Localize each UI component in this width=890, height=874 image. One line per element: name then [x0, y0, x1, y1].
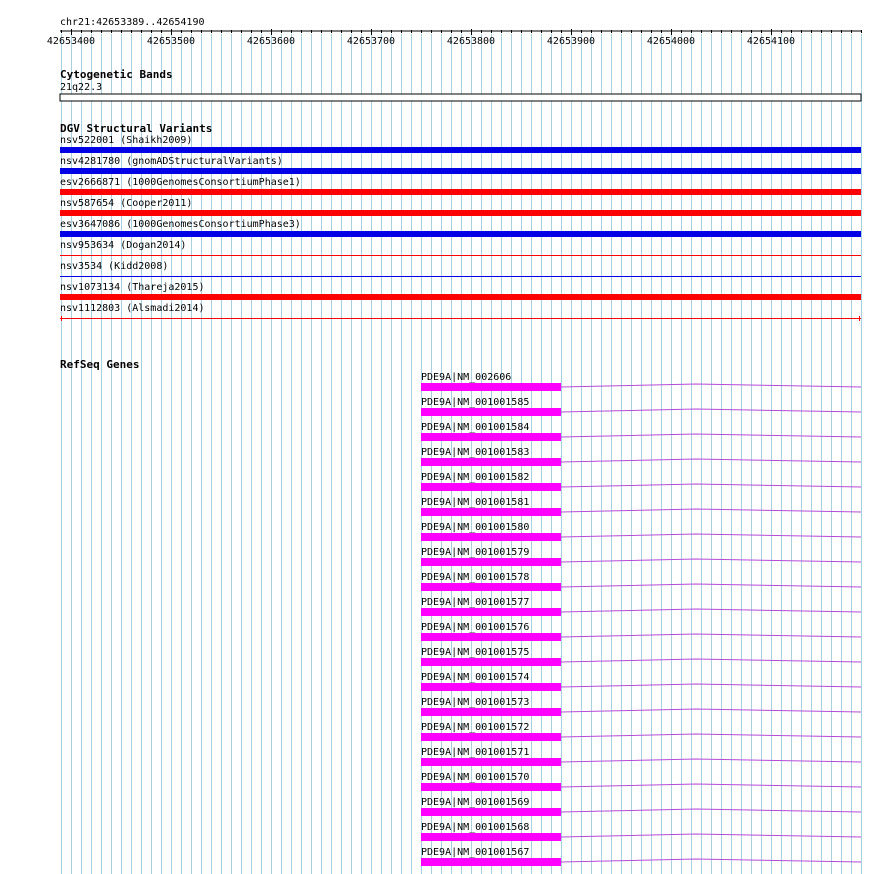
- dgv-track-title: DGV Structural Variants: [60, 122, 213, 135]
- gene-exon[interactable]: [421, 808, 561, 816]
- ruler-ticks: [47, 29, 862, 47]
- gene-label[interactable]: PDE9A|NM_001001585: [421, 397, 530, 408]
- gene-label[interactable]: PDE9A|NM_001001572: [421, 722, 530, 733]
- dgv-structural-variants-track: [60, 122, 861, 321]
- dgv-variant-row[interactable]: [60, 240, 861, 256]
- position-ruler[interactable]: [47, 17, 862, 47]
- gene-label[interactable]: PDE9A|NM_001001574: [421, 672, 530, 683]
- gene-exon[interactable]: [421, 483, 561, 491]
- gene-label[interactable]: PDE9A|NM_001001575: [421, 647, 530, 658]
- dgv-variant-bar[interactable]: [60, 168, 861, 174]
- dgv-variant-label[interactable]: nsv522001 (Shaikh2009): [60, 135, 193, 146]
- dgv-variant-label[interactable]: nsv4281780 (gnomADStructuralVariants): [60, 156, 283, 167]
- gene-label[interactable]: PDE9A|NM_001001573: [421, 697, 530, 708]
- dgv-variant-row[interactable]: [60, 135, 861, 153]
- dgv-variant-label[interactable]: esv3647086 (1000GenomesConsortiumPhase3): [60, 219, 301, 230]
- gene-exon[interactable]: [421, 733, 561, 741]
- gene-label[interactable]: PDE9A|NM_002606: [421, 372, 512, 383]
- dgv-variant-label[interactable]: nsv1073134 (Thareja2015): [60, 282, 205, 293]
- dgv-variant-row[interactable]: [60, 156, 861, 174]
- dgv-variant-row[interactable]: [60, 219, 861, 237]
- gene-exon[interactable]: [421, 583, 561, 591]
- dgv-variant-bar[interactable]: [60, 294, 861, 300]
- gene-exon[interactable]: [421, 608, 561, 616]
- cytogenetic-bands-track: [60, 68, 861, 101]
- ruler-tick-label: 42653700: [346, 36, 396, 47]
- gene-label[interactable]: PDE9A|NM_001001569: [421, 797, 530, 808]
- gene-exon[interactable]: [421, 458, 561, 466]
- ruler-tick-label: 42654000: [646, 36, 696, 47]
- gene-exon[interactable]: [421, 783, 561, 791]
- refseq-track-title: RefSeq Genes: [60, 358, 140, 371]
- cytoband-bar[interactable]: [60, 94, 861, 101]
- gene-label[interactable]: PDE9A|NM_001001580: [421, 522, 530, 533]
- gene-label[interactable]: PDE9A|NM_001001567: [421, 847, 530, 858]
- dgv-variant-row[interactable]: [60, 282, 861, 300]
- dgv-variant-row[interactable]: [60, 303, 861, 321]
- dgv-variant-row[interactable]: [60, 261, 861, 277]
- ruler-tick-label: 42653500: [146, 36, 196, 47]
- gene-exon[interactable]: [421, 558, 561, 566]
- gene-exon[interactable]: [421, 658, 561, 666]
- refseq-genes-track: [60, 358, 861, 866]
- gene-label[interactable]: PDE9A|NM_001001583: [421, 447, 530, 458]
- dgv-variant-bar[interactable]: [60, 210, 861, 216]
- gene-label[interactable]: PDE9A|NM_001001584: [421, 422, 530, 433]
- gene-exon[interactable]: [421, 833, 561, 841]
- gene-label[interactable]: PDE9A|NM_001001568: [421, 822, 530, 833]
- cytoband-label[interactable]: 21q22.3: [60, 82, 103, 93]
- gene-exon[interactable]: [421, 408, 561, 416]
- gene-exon[interactable]: [421, 533, 561, 541]
- gene-exon[interactable]: [421, 633, 561, 641]
- gene-exon[interactable]: [421, 858, 561, 866]
- dgv-variant-label[interactable]: nsv953634 (Dogan2014): [60, 240, 187, 251]
- gene-exon[interactable]: [421, 708, 561, 716]
- dgv-variant-bar[interactable]: [60, 231, 861, 237]
- dgv-variant-label[interactable]: esv2666871 (1000GenomesConsortiumPhase1): [60, 177, 301, 188]
- dgv-variant-label[interactable]: nsv587654 (Cooper2011): [60, 198, 193, 209]
- region-label: chr21:42653389..42654190: [60, 17, 205, 28]
- ruler-tick-label: 42653800: [446, 36, 496, 47]
- gene-label[interactable]: PDE9A|NM_001001581: [421, 497, 530, 508]
- gene-exon[interactable]: [421, 433, 561, 441]
- gene-label[interactable]: PDE9A|NM_001001576: [421, 622, 530, 633]
- ruler-tick-label: 42654100: [746, 36, 796, 47]
- gene-exon[interactable]: [421, 758, 561, 766]
- gene-label[interactable]: PDE9A|NM_001001578: [421, 572, 530, 583]
- dgv-variant-row[interactable]: [60, 198, 861, 216]
- gene-exon[interactable]: [421, 683, 561, 691]
- ruler-tick-label: 42653600: [246, 36, 296, 47]
- gene-exon[interactable]: [421, 383, 561, 391]
- gene-label[interactable]: PDE9A|NM_001001577: [421, 597, 530, 608]
- ruler-tick-label: 42653400: [46, 36, 96, 47]
- gene-label[interactable]: PDE9A|NM_001001571: [421, 747, 530, 758]
- dgv-variant-bar[interactable]: [60, 147, 861, 153]
- gene-exon[interactable]: [421, 508, 561, 516]
- cytoband-track-title: Cytogenetic Bands: [60, 68, 173, 81]
- gene-label[interactable]: PDE9A|NM_001001582: [421, 472, 530, 483]
- dgv-variant-label[interactable]: nsv1112803 (Alsmadi2014): [60, 303, 205, 314]
- dgv-variant-label[interactable]: nsv3534 (Kidd2008): [60, 261, 169, 272]
- dgv-variant-bar[interactable]: [60, 189, 861, 195]
- ruler-tick-label: 42653900: [546, 36, 596, 47]
- gene-label[interactable]: PDE9A|NM_001001579: [421, 547, 530, 558]
- dgv-variant-row[interactable]: [60, 177, 861, 195]
- gene-label[interactable]: PDE9A|NM_001001570: [421, 772, 530, 783]
